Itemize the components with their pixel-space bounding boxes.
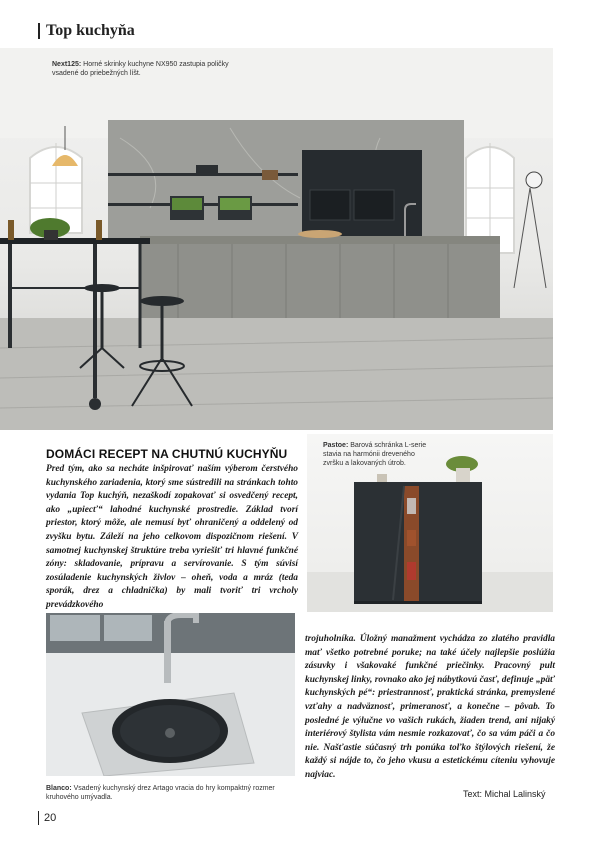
section-header — [38, 22, 135, 40]
hero-caption-brand: Next125: — [52, 61, 82, 68]
pastoe-caption — [323, 441, 428, 468]
pastoe-caption-text: Barová schránka L-serie stavia na harmónii dreveného zvršku a lakovaných útrob. — [323, 442, 427, 467]
sink-photo — [46, 613, 295, 776]
hero-caption — [52, 60, 232, 78]
section-title: Top kuchyňa — [46, 22, 135, 39]
article-title: DOMÁCI RECEPT NA CHUTNÚ KUCHYŇU — [46, 447, 288, 461]
footer-divider — [38, 811, 39, 825]
sink-caption-brand: Blanco: — [46, 785, 72, 792]
header-divider — [38, 23, 40, 39]
pastoe-caption-brand: Pastoe: — [323, 442, 349, 449]
sink-caption — [46, 784, 296, 802]
page-footer — [38, 811, 56, 825]
author-credit: Text: Michal Lalinský — [463, 789, 546, 799]
article-column-1: Pred tým, ako sa necháte inšpirovať naším výberom čerstvého kuchynského zariadenia, ktorý sme sústredili na stránkach tohto vydania Top kuchýň, nezaškodí zopakovať si osvedčený recept, ako „upiecť“ lahodné kuchynské prostredie. Základ tvorí priestor, ktorý môže, ale nemusí byť ohraničený a oddelený od zvyšku bytu. Záleží na jeho celkovom dispozičnom riešení. V samotnej kuchynskej štruktúre treba vyriešiť tri hlavné funkčné zóny: skladovanie, prípravu a servírovanie. S tým súvisí zosúladenie kuchynských živlov – oheň, voda a mráz (teda sporák, drez a chladnička) by mali tvoriť tri vrcholy prevádzkového — [46, 464, 298, 610]
article-column-2: trojuholníka. Úložný manažment vychádza zo zlatého pravidla mať všetko potrebné poruke; na také účely najlepšie poslúžia zásuvky i všakovaké funkčné priečinky. Pracovný pult kuchynskej linky, rovnako ako jej nábytkovú časť, definuje „päť kuchynských pé“: priestrannosť, praktická stránka, premyslené vzťahy a nadväznosť, primeranosť, a konečne – pôvab. To posledné je výlučne vo vašich rukách, žiaden trend, ani nijaký interiérový štylista vám nesmie rozkazovať, čo sa vám páči a čo nie. Našťastie súčasný trh ponúka toľko štýlových riešení, že každý si nájde to, čo jeho vkusu a estetickému cíteniu vyhovuje najviac. — [305, 634, 555, 780]
hero-caption-text: Horné skrinky kuchyne NX950 zastupia poličky vsadené do priebežných líšt. — [52, 61, 229, 77]
page-number: 20 — [44, 812, 57, 824]
sink-caption-text: Vsadený kuchynský drez Artago vracia do hry kompaktný rozmer kruhového umývadla. — [46, 785, 275, 801]
kitchen-photo — [0, 48, 553, 430]
